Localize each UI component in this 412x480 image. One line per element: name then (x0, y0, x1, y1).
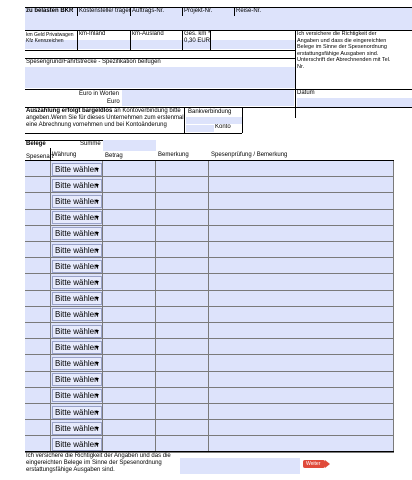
betrag-cell[interactable] (103, 258, 156, 274)
pruefung-cell[interactable] (209, 177, 394, 193)
ges-km-value: 0,30 EUR (184, 38, 211, 44)
betrag-cell[interactable] (103, 420, 156, 436)
currency-select-value: Bitte wählen (55, 229, 99, 239)
bemerkung-cell[interactable] (156, 307, 209, 323)
currency-select[interactable] (52, 438, 102, 451)
betrag-cell[interactable] (103, 372, 156, 388)
bemerkung-cell[interactable] (156, 274, 209, 290)
currency-select-value: Bitte wählen (55, 261, 99, 271)
betrag-cell[interactable] (103, 274, 156, 290)
bemerkung-cell[interactable] (156, 372, 209, 388)
spesengrund-label: Spesengrund/Fahrtstrecke - Spezifikation beifügen (26, 59, 161, 65)
divider (130, 7, 131, 16)
auszahlung-an: an (112, 108, 121, 114)
currency-select[interactable] (52, 422, 102, 435)
betrag-cell[interactable] (103, 339, 156, 355)
currency-select[interactable] (52, 244, 102, 257)
currency-select-value: Bitte wählen (55, 310, 99, 320)
pruefung-cell[interactable] (209, 323, 394, 339)
spesenart-cell[interactable] (25, 323, 51, 339)
divider (295, 30, 296, 118)
spesenart-cell[interactable] (25, 355, 51, 371)
currency-select[interactable] (52, 357, 102, 370)
chevron-down-icon (95, 249, 99, 252)
reise-label: Reise-Nr. (236, 8, 262, 14)
km-fields[interactable] (25, 40, 295, 49)
euro-label: Euro (107, 99, 120, 105)
currency-select[interactable] (52, 341, 102, 354)
chevron-down-icon (95, 330, 99, 333)
konto-field-left[interactable] (186, 125, 214, 132)
currency-select-value: Bitte wählen (55, 180, 99, 190)
pruefung-cell[interactable] (209, 193, 394, 209)
auszahlung-text (26, 108, 184, 129)
spesenart-cell[interactable] (25, 291, 51, 307)
currency-select[interactable] (52, 406, 102, 419)
projekt-label: Projekt-Nr. (184, 8, 213, 14)
spesenart-cell[interactable] (25, 274, 51, 290)
betrag-cell[interactable] (103, 388, 156, 404)
chevron-down-icon (95, 184, 99, 187)
currency-select[interactable] (52, 260, 102, 273)
bemerkung-cell[interactable] (156, 388, 209, 404)
currency-select[interactable] (52, 276, 102, 289)
bemerkung-cell[interactable] (156, 339, 209, 355)
pruefung-cell[interactable] (209, 420, 394, 436)
pruefung-cell[interactable] (209, 372, 394, 388)
currency-select[interactable] (52, 292, 102, 305)
bemerkung-cell[interactable] (156, 242, 209, 258)
currency-select-value: Bitte wählen (55, 358, 99, 368)
spesenart-cell[interactable] (25, 388, 51, 404)
betrag-cell[interactable] (103, 193, 156, 209)
spesenart-cell[interactable] (25, 420, 51, 436)
datum-label: Datum (297, 90, 315, 96)
ges-km-label: Ges. km * (184, 31, 211, 37)
rule (25, 133, 242, 134)
chevron-down-icon (95, 427, 99, 430)
next-arrow-button[interactable]: Weiter (303, 460, 325, 468)
divider (184, 107, 185, 133)
currency-select-value: Bitte wählen (55, 326, 99, 336)
belege-label: Belege (26, 141, 46, 147)
spesenart-cell[interactable] (25, 161, 51, 177)
currency-select-value: Bitte wählen (55, 342, 99, 352)
divider (182, 7, 183, 16)
zu-belasten-label: zu belasten BKR (26, 8, 74, 14)
bankverbindung-label: Bankverbindung (188, 109, 232, 115)
spesenart-cell[interactable] (25, 258, 51, 274)
spesenart-cell[interactable] (25, 339, 51, 355)
pruefung-cell[interactable] (209, 161, 394, 177)
currency-select-value: Bitte wählen (55, 277, 99, 287)
pruefung-cell[interactable] (209, 274, 394, 290)
pruefung-cell[interactable] (209, 388, 394, 404)
kfz-label: Kfz Kennzeichen (26, 38, 64, 44)
betrag-cell[interactable] (103, 323, 156, 339)
currency-select[interactable] (52, 227, 102, 240)
currency-select-value: Bitte wählen (55, 294, 99, 304)
bankverbindung-field[interactable] (186, 117, 242, 124)
currency-select[interactable] (52, 325, 102, 338)
betrag-cell[interactable] (103, 355, 156, 371)
col-betrag: Betrag (105, 153, 123, 159)
spesenart-cell[interactable] (25, 307, 51, 323)
betrag-cell[interactable] (103, 307, 156, 323)
spesenart-cell[interactable] (25, 177, 51, 193)
col-spesenpruefung: Spesenprüfung / Bemerkung (211, 152, 288, 158)
bemerkung-cell[interactable] (156, 404, 209, 420)
betrag-cell[interactable] (103, 291, 156, 307)
currency-select[interactable] (52, 389, 102, 402)
spesenart-cell[interactable] (25, 193, 51, 209)
currency-select[interactable] (52, 308, 102, 321)
betrag-cell[interactable] (103, 210, 156, 226)
summe-field[interactable] (103, 140, 156, 151)
rule (25, 140, 103, 141)
chevron-down-icon (95, 362, 99, 365)
currency-select-value: Bitte wählen (55, 196, 99, 206)
betrag-cell[interactable] (103, 226, 156, 242)
chevron-down-icon (95, 200, 99, 203)
betrag-cell[interactable] (103, 161, 156, 177)
chevron-down-icon (95, 281, 99, 284)
divider (210, 30, 211, 50)
auszahlung-body: Kontoverbindung bitte angeben.Wenn Sie für dieses Unternehmen zum erstenmal eine Abrechnung vornehmen und bei Kontoänderung (26, 108, 184, 128)
col-spesenart: Spesenart (26, 154, 54, 160)
col-waehrung: Währung (52, 152, 77, 158)
chevron-down-icon (95, 394, 99, 397)
chevron-down-icon (95, 216, 99, 219)
bemerkung-cell[interactable] (156, 355, 209, 371)
km-inland-label: km-Inland (79, 31, 106, 37)
pruefung-cell[interactable] (209, 307, 394, 323)
col-bemerkung: Bemerkung (158, 152, 189, 158)
spesenart-cell[interactable] (25, 404, 51, 420)
bemerkung-cell[interactable] (156, 193, 209, 209)
currency-select-value: Bitte wählen (55, 439, 99, 449)
chevron-down-icon (95, 297, 99, 300)
spesenart-cell[interactable] (25, 226, 51, 242)
chevron-down-icon (95, 443, 99, 446)
divider (77, 7, 78, 16)
currency-select-value: Bitte wählen (55, 423, 99, 433)
chevron-down-icon (95, 346, 99, 349)
auftrag-label: Auftrags-Nr. (132, 8, 165, 14)
pruefung-cell[interactable] (209, 291, 394, 307)
chevron-down-icon (95, 313, 99, 316)
pruefung-cell[interactable] (209, 258, 394, 274)
bemerkung-cell[interactable] (156, 291, 209, 307)
betrag-cell[interactable] (103, 242, 156, 258)
signature-field[interactable] (180, 458, 300, 474)
currency-select-value: Bitte wählen (55, 245, 99, 255)
chevron-down-icon (95, 378, 99, 381)
rule (25, 451, 394, 452)
bemerkung-cell[interactable] (156, 226, 209, 242)
spesengrund-field[interactable] (25, 67, 295, 88)
divider (182, 30, 183, 50)
chevron-down-icon (95, 411, 99, 414)
spesenart-cell[interactable] (25, 242, 51, 258)
rule (25, 50, 295, 51)
bemerkung-cell[interactable] (156, 323, 209, 339)
betrag-cell[interactable] (103, 404, 156, 420)
currency-select[interactable] (52, 179, 102, 192)
currency-select[interactable] (52, 373, 102, 386)
betrag-cell[interactable] (103, 177, 156, 193)
declaration-right: Ich versichere die Richtigkeit der Angaben und dass die eingereichten Belege im Sinne der Spesenordnung erstattungsfähige Ausgaben sind. Unterschrift der Abrechnenden mit Tel. Nr. (297, 31, 391, 70)
privat-label: km Geld Privatwagen (26, 32, 74, 38)
km-ausland-label: km-Ausland (132, 31, 164, 37)
euro-worten-field[interactable] (122, 90, 294, 106)
bemerkung-cell[interactable] (156, 210, 209, 226)
bemerkung-cell[interactable] (156, 161, 209, 177)
spesenart-cell[interactable] (25, 372, 51, 388)
pruefung-cell[interactable] (209, 226, 394, 242)
chevron-down-icon (95, 168, 99, 171)
currency-select-value: Bitte wählen (55, 164, 99, 174)
pruefung-cell[interactable] (209, 210, 394, 226)
divider (234, 7, 235, 16)
chevron-down-icon (95, 232, 99, 235)
bemerkung-cell[interactable] (156, 420, 209, 436)
divider (242, 107, 243, 133)
currency-select-value: Bitte wählen (55, 391, 99, 401)
konto-label: Konto (215, 124, 231, 130)
currency-select-value: Bitte wählen (55, 375, 99, 385)
declaration-bottom: Ich versichere die Richtigkeit der Angaben und das die eingereichten Belege im Sinne der Spesenordnung erstattungsfähige Ausgaben sind. (26, 453, 171, 473)
currency-select[interactable] (52, 163, 102, 176)
pruefung-cell[interactable] (209, 339, 394, 355)
auszahlung-bold: Auszahlung erfolgt bargeldlos (26, 108, 113, 114)
chevron-down-icon (95, 265, 99, 268)
euro-worten-label: Euro in Worten (79, 91, 119, 97)
divider (130, 30, 131, 50)
currency-select-value: Bitte wählen (55, 213, 99, 223)
divider (77, 30, 78, 50)
bemerkung-cell[interactable] (156, 258, 209, 274)
currency-select-value: Bitte wählen (55, 407, 99, 417)
currency-select[interactable] (52, 195, 102, 208)
bemerkung-cell[interactable] (156, 177, 209, 193)
currency-select[interactable] (52, 211, 102, 224)
pruefung-cell[interactable] (209, 242, 394, 258)
summe-label: Summe (80, 141, 101, 147)
spesenart-cell[interactable] (25, 210, 51, 226)
pruefung-cell[interactable] (209, 355, 394, 371)
kostenstelle-label: Kostenstelle/ träger (79, 8, 131, 14)
pruefung-cell[interactable] (209, 404, 394, 420)
